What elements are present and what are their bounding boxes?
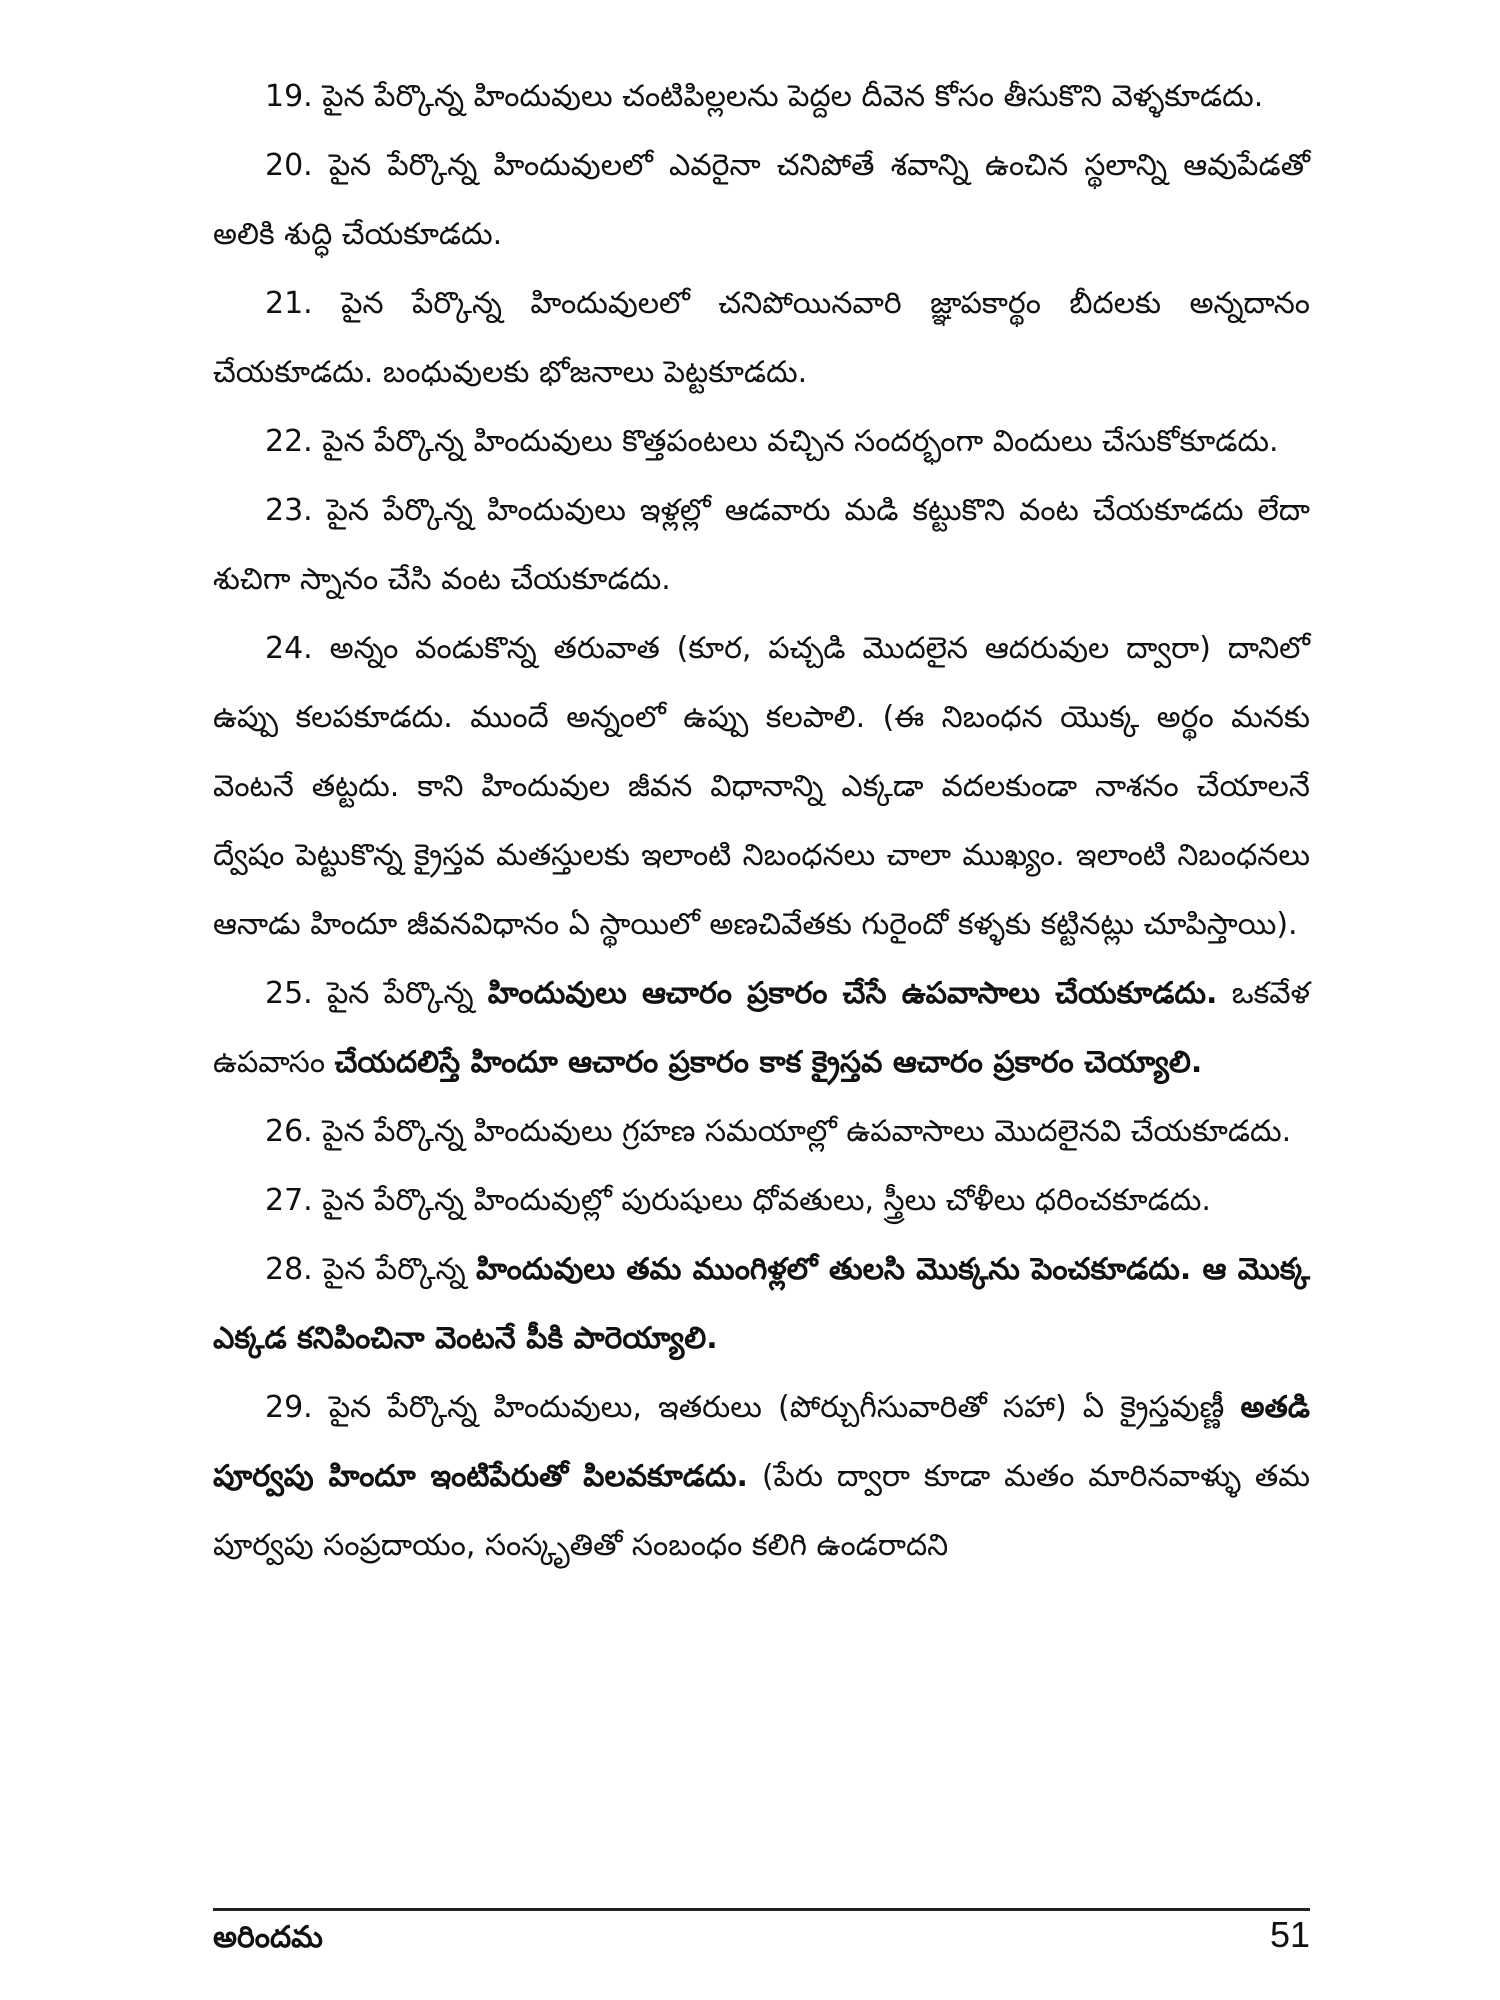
text-run: 21. పైన పేర్కొన్న హిందువులలో చనిపోయినవారి జ్ఞాపకార్థం బీదలకు అన్నదానం చేయకూడదు. బంధువులకు భోజనాలు పెట్టకూడదు. <box>213 286 1310 390</box>
paragraph-p21 <box>213 269 1310 407</box>
text-run: 22. పైన పేర్కొన్న హిందువులు కొత్తపంటలు వచ్చిన సందర్భంగా విందులు చేసుకోకూడదు. <box>265 424 1279 459</box>
bold-text-run: చేయదలిస్తే హిందూ ఆచారం ప్రకారం కాక క్రైస్తవ ఆచారం ప్రకారం చెయ్యాలి. <box>334 1045 1203 1080</box>
text-run: 24. అన్నం వండుకొన్న తరువాత (కూర, పచ్చడి మొదలైన ఆదరువుల ద్వారా) దానిలో ఉప్పు కలపకూడదు. ముందే అన్నంలో ఉప్పు కలపాలి. (ఈ నిబంధన యొక్క అర్థం మనకు వెంటనే తట్టదు. కాని హిందువుల జీవన విధానాన్ని ఎక్కడా వదలకుండా నాశనం చేయాలనే ద్వేషం పెట్టుకొన్న క్రైస్తవ మతస్తులకు ఇలాంటి నిబంధనలు చాలా ముఖ్యం. ఇలాంటి నిబంధనలు ఆనాడు హిందూ జీవనవిధానం ఏ స్థాయిలో అణచివేతకు గురైందో కళ్ళకు కట్టినట్లు చూపిస్తాయి). <box>213 631 1310 942</box>
page-body <box>213 62 1310 1580</box>
paragraph-p29 <box>213 1373 1310 1580</box>
paragraph-p24 <box>213 614 1310 959</box>
bold-text-run: అతడి పూర్వపు హిందూ ఇంటిపేరుతో పిలవకూడదు. <box>213 1390 1310 1494</box>
page-number: 51 <box>1269 1914 1310 1955</box>
paragraph-p27 <box>213 1166 1310 1235</box>
bold-text-run: హిందువులు ఆచారం ప్రకారం చేసే ఉపవాసాలు చేయకూడదు. <box>487 976 1218 1011</box>
text-run: ఒకవేళ ఉపవాసం <box>213 976 1310 1080</box>
text-run: 20. పైన పేర్కొన్న హిందువులలో ఎవరైనా చనిపోతే శవాన్ని ఉంచిన స్థలాన్ని ఆవుపేడతో అలికి శుద్ధి చేయకూడదు. <box>213 148 1310 252</box>
paragraph-p28 <box>213 1235 1310 1373</box>
text-run: 23. పైన పేర్కొన్న హిందువులు ఇళ్లల్లో ఆడవారు మడి కట్టుకొని వంట చేయకూడదు లేదా శుచిగా స్నానం చేసి వంట చేయకూడదు. <box>213 493 1310 597</box>
text-run: 27. పైన పేర్కొన్న హిందువుల్లో పురుషులు ధోవతులు, స్త్రీలు చోళీలు ధరించకూడదు. <box>265 1183 1211 1218</box>
bold-text-run: హిందువులు తమ ముంగిళ్లలో తులసి మొక్కను పెంచకూడదు. ఆ మొక్క ఎక్కడ కనిపించినా వెంటనే పీకి పారెయ్యాలి. <box>213 1252 1310 1356</box>
footer-divider <box>213 1908 1310 1911</box>
text-run: 25. పైన పేర్కొన్న <box>265 976 488 1011</box>
paragraph-p20 <box>213 131 1310 269</box>
paragraph-p19 <box>213 62 1310 131</box>
text-run: 26. పైన పేర్కొన్న హిందువులు గ్రహణ సమయాల్లో ఉపవాసాలు మొదలైనవి చేయకూడదు. <box>265 1114 1292 1149</box>
paragraph-p23 <box>213 476 1310 614</box>
text-run: (పేరు ద్వారా కూడా మతం మారినవాళ్ళు తమ పూర్వపు సంప్రదాయం, సంస్కృతితో సంబంధం కలిగి ఉండరాదని <box>213 1459 1310 1563</box>
text-run: 28. పైన పేర్కొన్న <box>265 1252 476 1287</box>
paragraph-p26 <box>213 1097 1310 1166</box>
footer-book-title: అరిందమ <box>213 1920 323 1955</box>
paragraph-p22 <box>213 407 1310 476</box>
text-run: 19. పైన పేర్కొన్న హిందువులు చంటిపిల్లలను పెద్దల దీవెన కోసం తీసుకొని వెళ్ళకూడదు. <box>265 79 1264 114</box>
paragraph-p25 <box>213 959 1310 1097</box>
text-run: 29. పైన పేర్కొన్న హిందువులు, ఇతరులు (పోర్చుగీసువారితో సహా) ఏ క్రైస్తవుణ్ణీ <box>265 1390 1241 1425</box>
